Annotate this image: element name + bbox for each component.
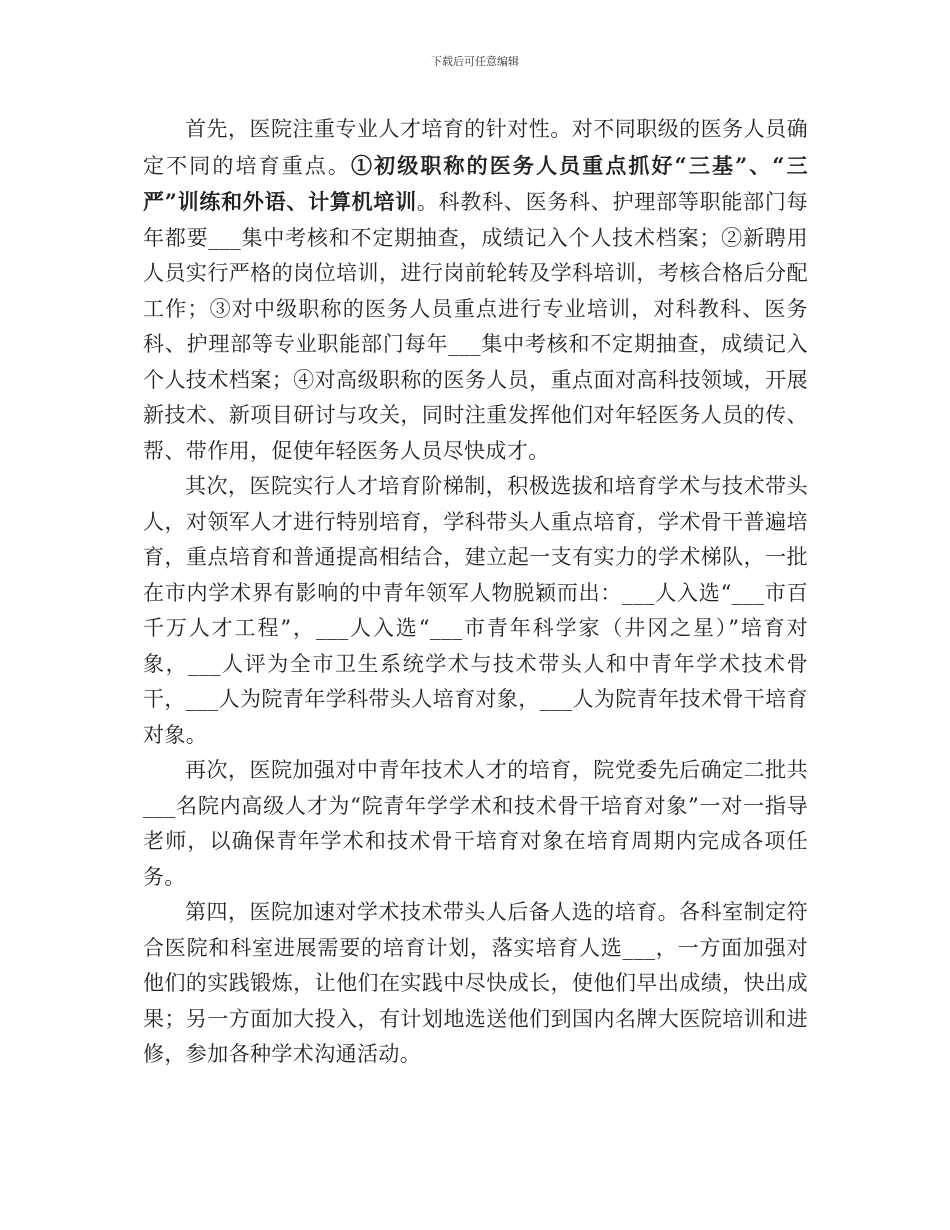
page-header: 下载后可任意编辑: [431, 55, 519, 68]
paragraph-2: 其次，医院实行人才培育阶梯制，积极选拔和培育学术与技术带头人，对领军人才进行特别培育，学科带头人重点培育，学术骨干普遍培育，重点培育和普通提高相结合，建立起一支有实力的学术梯队，一批在市内学术界有影响的中青年领军人物脱颖而出：___人入选“___市百千万人才工程”，___人入选“___市青年科学家（井冈之星）”培育对象，___人评为全市卫生系统学术与技术带头人和中青年学术技术骨干，___人为院青年学科带头人培育对象，___人为院青年技术骨干培育对象。: [143, 474, 808, 747]
paragraph-1-rest: 。科教科、医务科、护理部等职能部门每年都要___集中考核和不定期抽查，成绩记入个人技术档案；②新聘用人员实行严格的岗位培训，进行岗前轮转及学科培训，考核合格后分配工作；③对中级职称的医务人员重点进行专业培训，对科教科、医务科、护理部等专业职能部门每年___集中考核和不定期抽查，成绩记入个人技术档案；④对高级职称的医务人员，重点面对高科技领域，开展新技术、新项目研讨与攻关，同时注重发挥他们对年轻医务人员的传、帮、带作用，促使年轻医务人员尽快成才。: [143, 190, 809, 463]
paragraph-3: 再次，医院加强对中青年技术人才的培育，院党委先后确定二批共___名院内高级人才为“院青年学学术和技术骨干培育对象”一对一指导老师，以确保青年学术和技术骨干培育对象在培育周期内完成各项任务。: [143, 758, 808, 889]
paragraph-1-bold-emphasis: ①初级职称的医务人员重点抓好“三基”、“三严”训练和外语、计算机培训: [143, 152, 808, 214]
document-body: [143, 112, 808, 1073]
paragraph-1-intro: 首先，医院注重专业人才培育的针对性。对不同职级的医务人员确定不同的培育重点。: [143, 117, 808, 178]
paragraph-4: 第四，医院加速对学术技术带头人后备人选的培育。各科室制定符合医院和科室进展需要的培育计划，落实培育人选___，一方面加强对他们的实践锻炼，让他们在实践中尽快成长，使他们早出成绩，快出成果；另一方面加大投入，有计划地选送他们到国内名牌大医院培训和进修，参加各种学术沟通活动。: [143, 900, 808, 1066]
paragraph-1: [143, 112, 808, 469]
